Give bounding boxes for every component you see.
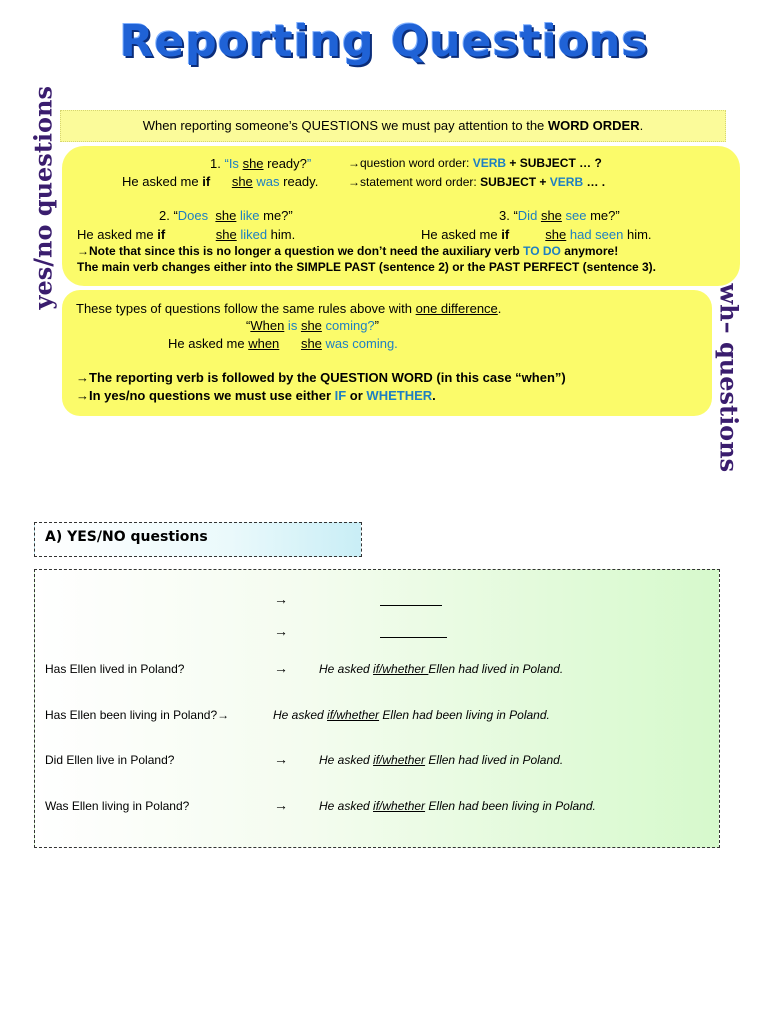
yes-no-side-label: yes/no questions	[28, 86, 58, 310]
arrow: →	[274, 751, 288, 767]
wh-reported: He asked me when she was coming.	[168, 336, 398, 351]
example-1-note: →question word order: VERB + SUBJECT … ?	[348, 156, 602, 170]
exercise-answer: He asked if/whether Ellen had lived in Poland.	[319, 753, 564, 767]
page-title: Reporting Questions	[119, 16, 649, 67]
example-2-question: 2. “Does she like me?”	[159, 208, 293, 223]
example-1-question: 1. “Is she ready?”	[210, 156, 312, 171]
answer-blank[interactable]	[380, 605, 442, 606]
exercise-question: Has Ellen lived in Poland?	[45, 662, 185, 676]
exercise-box	[34, 569, 720, 848]
tense-note: The main verb changes either into the SIMPLE PAST (sentence 2) or the PAST PERFECT (sentence 3).	[77, 260, 657, 274]
wh-rules-box	[62, 290, 712, 416]
section-a-heading: A) YES/NO questions	[45, 529, 208, 545]
wh-side-label: wh– questions	[714, 283, 744, 473]
section-a-heading-box	[34, 522, 362, 557]
exercise-answer: He asked if/whether Ellen had lived in Poland.	[319, 662, 564, 676]
arrow: →	[274, 623, 288, 639]
arrow: →	[274, 591, 288, 607]
wh-rule-1: →The reporting verb is followed by the QUESTION WORD (in this case “when”)	[76, 370, 566, 385]
wh-rule-2: →In yes/no questions we must use either IF or WHETHER.	[76, 388, 436, 403]
example-3-reported: He asked me if she had seen him.	[421, 227, 652, 242]
wh-question: “When is she coming?”	[246, 318, 379, 333]
yes-no-rules-box	[62, 146, 740, 286]
example-3-question: 3. “Did she see me?”	[499, 208, 620, 223]
example-1-reported-note: →statement word order: SUBJECT + VERB … .	[348, 175, 606, 189]
arrow: →	[274, 660, 288, 676]
example-2-reported: He asked me if she liked him.	[77, 227, 296, 242]
example-1-reported: He asked me if she was ready.	[122, 174, 319, 189]
exercise-question: Was Ellen living in Poland?	[45, 799, 190, 813]
arrow: →	[274, 797, 288, 813]
answer-blank[interactable]	[380, 637, 447, 638]
exercise-answer: He asked if/whether Ellen had been living in Poland.	[319, 799, 596, 813]
wh-intro-line: These types of questions follow the same rules above with one difference.	[76, 301, 502, 316]
auxiliary-note: →Note that since this is no longer a question we don’t need the auxiliary verb TO DO anymore!	[77, 244, 619, 258]
intro-period: .	[639, 118, 644, 133]
intro-text: When reporting someone’s QUESTIONS we must pay attention to the	[142, 118, 548, 133]
exercise-question: Has Ellen been living in Poland?→	[45, 708, 230, 722]
exercise-answer: He asked if/whether Ellen had been living in Poland.	[273, 708, 550, 722]
exercise-question: Did Ellen live in Poland?	[45, 753, 175, 767]
intro-word-order: WORD ORDER	[547, 118, 640, 133]
intro-banner	[60, 110, 726, 142]
